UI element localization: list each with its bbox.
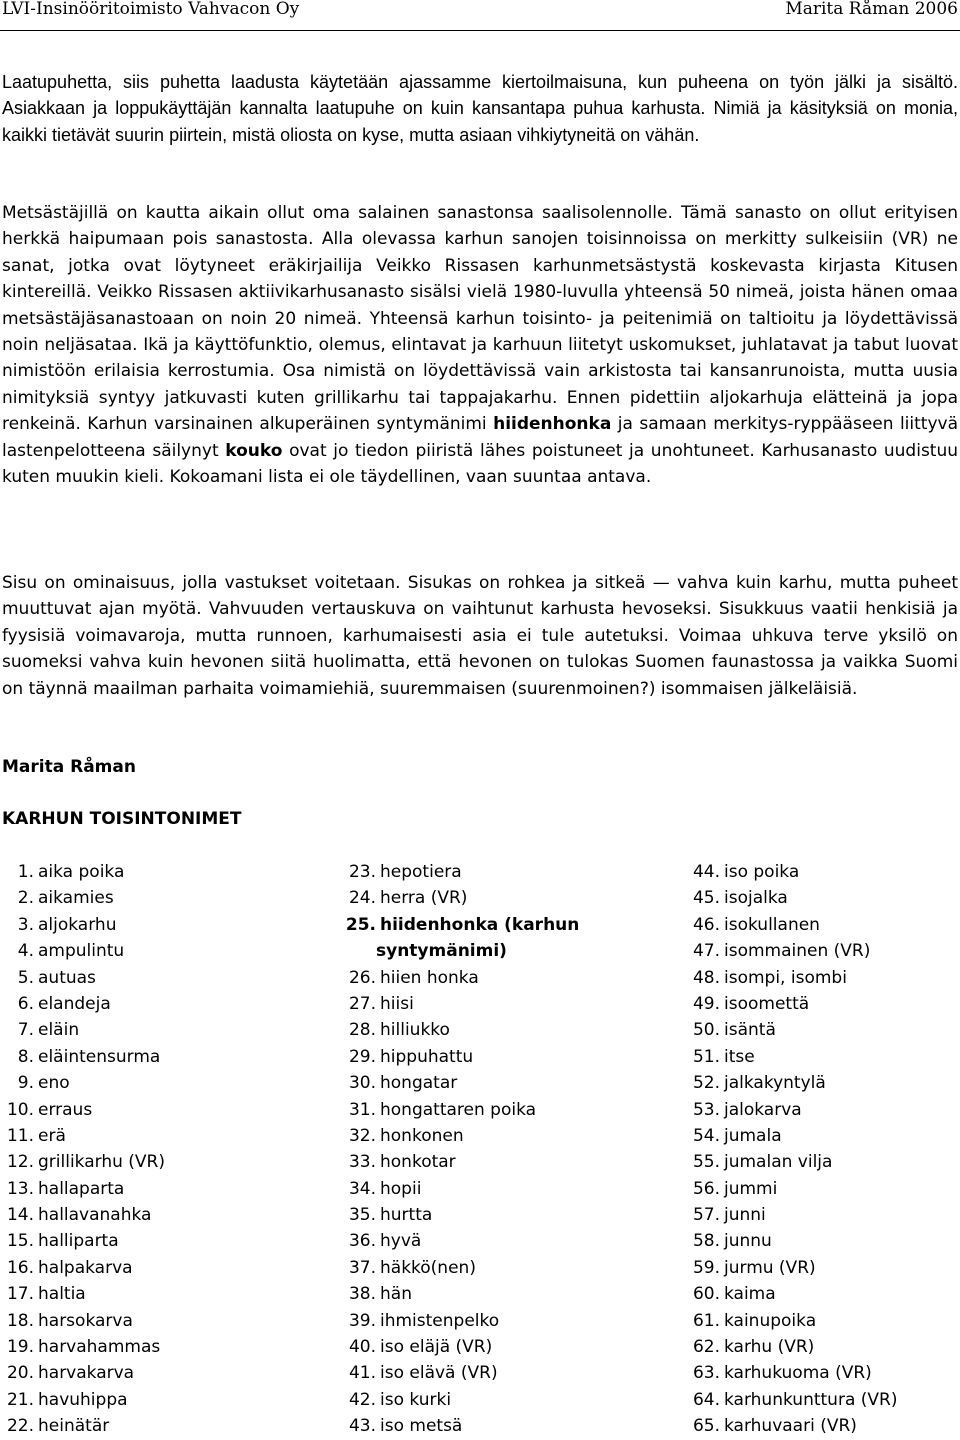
list-item: 33. honkotar [348,1152,456,1173]
list-item: 9. eno [17,1073,70,1094]
list-item: 29. hippuhattu [348,1046,474,1067]
paragraph-sanasto-part1: Metsästäjillä on kautta aikain ollut oma salainen sanastonsa saalisolennolle. Tämä sanasto on ollut erityisen herkkä haipumaan pois sanastosta. Alla olevassa karhun sanojen toisinnoissa on merkitty sulkeisiin (VR) ne sanat, jotka ovat löytyneet eräkirjailija Veikko Rissasen karhunmetsästystä koskevasta kirjasta Kitusen kintereillä. Veikko Rissasen aktiivikarhusanasto sisälsi vielä 1980-luvulla yhteensä 50 nimeä, joista hänen omaa metsästäjäsanastoaan on noin 20 nimeä. Yhteensä karhun toisinto- ja peitenimiä on taltioitu ja löydettävissä noin neljäsataa. Ikä ja käyttöfunktio, olemus, elintavat ja karhuun liitetyt uskomukset, juhlatavat ja tabut luovat nimistöön erilaisia kerrostumia. Osa nimistä on löydettävissä vain arkistosta tai kansanrunoista, mutta uusia nimityksiä syntyy jatkuvasti kuten grillikarhu tai tappajakarhu. Ennen pidettiin aljokarhuja elätteinä ja jopa renkeinä. Karhun varsinainen alkuperäinen syntymänimi [2,203,958,435]
list-item: 38. hän [348,1284,412,1305]
list-item: 32. honkonen [348,1125,464,1146]
list-item: 48. isompi, isombi [692,967,847,988]
list-item: 59. jurmu (VR) [692,1257,816,1278]
list-item: 45. isojalka [692,888,788,909]
list-item: 18. harsokarva [6,1310,133,1331]
list-item: 31. hongattaren poika [348,1099,537,1120]
list-item: 27. hiisi [348,993,414,1014]
list-item: 20. harvakarva [6,1363,135,1384]
list-item: 23. hepotiera [348,862,462,882]
list-item: 58. junnu [692,1231,772,1252]
list-item: 42. iso kurki [348,1389,452,1410]
list-item: 13. hallaparta [6,1178,125,1199]
list-item: 10. erraus [6,1099,93,1120]
list-item: 61. kainupoika [692,1310,817,1331]
list-item: 8. eläintensurma [17,1046,161,1067]
list-item: 56. jummi [692,1178,778,1199]
list-item: 62. karhu (VR) [692,1337,815,1358]
list-item: 3. aljokarhu [17,914,117,935]
header-rule [0,30,960,31]
list-item: 30. hongatar [348,1073,458,1094]
list-item: 50. isäntä [692,1020,776,1041]
list-item: 19. harvahammas [6,1337,161,1358]
list-item: 35. hurtta [348,1205,433,1226]
list-item: 6. elandeja [17,993,111,1014]
paragraph-sanasto-part3: ovat jo tiedon piiristä lähes poistuneet ja unohtuneet. Karhusanasto uudistuu kuten muukin kieli. Kokoamani lista ei ole täydellinen, vaan suuntaa antava. [2,440,959,488]
list-item: 51. itse [692,1046,755,1067]
list-item: 41. iso elävä (VR) [348,1363,498,1384]
list-item-continuation: syntymänimi) [376,941,507,962]
list-item: 16. halpakarva [6,1257,133,1278]
list-item: 60. kaima [692,1284,776,1305]
list-item: 4. ampulintu [17,941,125,962]
bold-term-hiidenhonka: hiidenhonka [493,414,612,435]
list-item: 43. iso metsä [348,1416,463,1437]
name-list-column-3 [682,859,897,1440]
list-item: 36. hyvä [348,1231,422,1252]
list-item: 47. isommainen (VR) [692,941,871,962]
list-item: 52. jalkakyntylä [692,1073,826,1094]
page-header [0,0,960,40]
list-item: 26. hiien honka [348,967,479,988]
list-item: 28. hilliukko [348,1020,450,1041]
list-item: 37. häkkö(nen) [348,1257,476,1278]
paragraph-sanasto-part2: ja samaan merkitys-ryppääseen liittyvä lastenpelotteena säilynyt [2,414,958,461]
list-item: 63. karhukuoma (VR) [692,1363,872,1384]
list-item: 54. jumala [692,1125,782,1146]
list-item: 15. halliparta [6,1231,119,1252]
list-item: 7. eläin [17,1020,80,1041]
list-item: 49. isoomettä [692,993,810,1014]
list-item: 53. jalokarva [692,1099,802,1120]
list-item: 65. karhuvaari (VR) [692,1416,857,1437]
list-item: 40. iso eläjä (VR) [348,1337,493,1358]
list-item: 17. haltia [6,1284,86,1305]
list-item: 14. hallavanahka [6,1205,152,1226]
list-item-bold: 25. hiidenhonka (karhun [345,914,580,935]
list-item: 64. karhunkunttura (VR) [692,1389,898,1410]
paragraph-sisu: Sisu on ominaisuus, jolla vastukset voitetaan. Sisukas on rohkea ja sitkeä — vahva kuin karhu, mutta puheet muuttuvat ajan myötä. Vahvuuden vertauskuva on vaihtunut karhusta hevoseksi. Sisukkuus vaatii henkisiä ja fyysisiä voimavaroja, mutta runnoen, karhumaisesti asia ei tule autetuksi. Voimaa uhkuva terve yksilö on suomeksi vahva kuin hevonen siitä huolimatta, että hevonen on tulokas Suomen faunastossa ja vaikka Suomi on täynnä maailman parhaita voimamiehiä, suuremmaisen (suurenmoinen?) isommaisen jälkeläisiä. [2,573,958,699]
list-item: 12. grillikarhu (VR) [6,1152,165,1173]
list-item: 5. autuas [17,967,96,988]
list-item: 46. isokullanen [692,914,820,935]
list-item: 24. herra (VR) [348,888,468,909]
list-item: 22. heinätär [6,1416,110,1437]
paragraph-laatupuhe: Laatupuhetta, siis puhetta laadusta käytetään ajassamme kiertoilmaisuna, kun puheena on työn jälki ja sisältö. Asiakkaan ja loppukäyttäjän kannalta laatupuhe on kuin kansantapa puhua karhusta. Nimiä ja käsityksiä on monia, kaikki tietävät suurin piirtein, mistä oliosta on kyse, mutta asiaan vihkiytyneitä on vähän. [2,72,958,145]
list-item: 55. jumalan vilja [692,1152,833,1173]
header-company: LVI-Insinööritoimisto Vahvacon Oy [2,0,300,19]
paragraph-sanasto [2,200,958,490]
list-item: 1. aika poika [17,862,125,882]
list-item: 2. aikamies [17,888,114,909]
list-item: 44. iso poika [692,862,800,882]
bold-term-kouko: kouko [225,440,283,461]
list-item: 57. junni [692,1205,766,1226]
name-list-column-2 [338,859,579,1440]
header-author-date: Marita Råman 2006 [785,0,958,19]
list-item: 34. hopii [348,1178,422,1199]
signature: Marita Råman [2,757,136,777]
name-list-column-1 [0,859,165,1440]
list-item: 21. havuhippa [6,1389,128,1410]
list-item: 11. erä [6,1125,66,1146]
list-title: KARHUN TOISINTONIMET [2,809,242,829]
list-item: 39. ihmistenpelko [348,1310,500,1331]
